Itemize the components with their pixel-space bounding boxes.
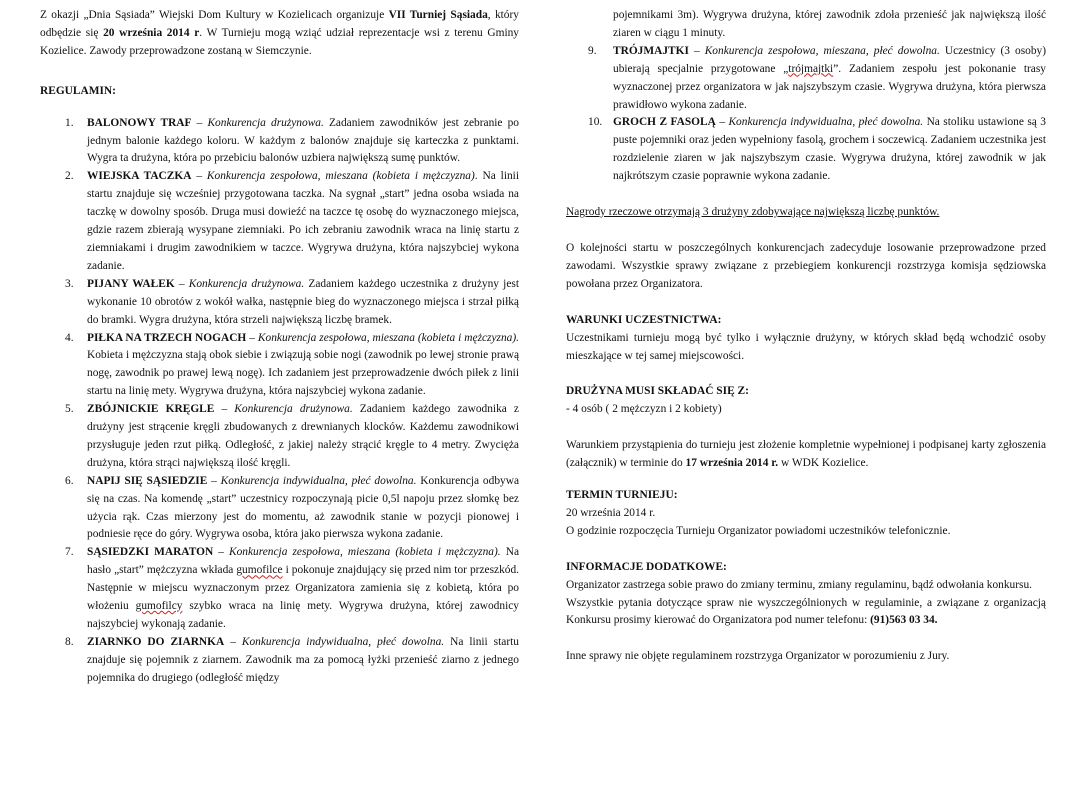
conditions-text: Uczestnikami turnieju mogą być tylko i wyłącznie drużyny, w których skład będą wchodzić osoby mieszkające w tej samej miejscowości. xyxy=(566,331,1046,362)
rule-item-continued xyxy=(566,7,1046,43)
rule-text: Na stoliku ustawione są 3 puste pojemniki oraz jeden wypełniony fasolą, grochem i soczewicą. Zadaniem uczestnika jest rozdzielenie ziaren w jak najszybszym czasie. Wygrywa drużyna, której zawodnik w jak najkrótszym czasie poprawnie wykona zadanie. xyxy=(613,116,1046,183)
rule-title: NAPIJ SIĘ SĄSIEDZIE xyxy=(87,474,208,487)
term-date: 20 września 2014 r. xyxy=(566,506,656,519)
conditions-title: WARUNKI UCZESTNICTWA: xyxy=(566,313,722,326)
event-name: VII Turniej Sąsiada xyxy=(388,9,488,21)
intro-text: . W Turnieju mogą wziąć udział reprezentacje wsi z terenu Gminy Kozielice. Zawody przeprowadzone zostaną w Siemczynie. xyxy=(40,26,519,57)
team-text: - 4 osób ( 2 mężczyzn i 2 kobiety) xyxy=(566,403,722,416)
rule-title: ZBÓJNICKIE KRĘGLE xyxy=(87,403,215,416)
rule-item xyxy=(566,43,1046,115)
rules-list-continued xyxy=(566,7,1046,186)
rule-item xyxy=(40,330,519,402)
rule-sep: – xyxy=(174,277,189,290)
rule-item xyxy=(40,473,519,545)
rule-item xyxy=(40,115,519,169)
rule-item xyxy=(566,114,1046,186)
rule-type: Konkurencja zespołowa, mieszana (kobieta i mężczyzna). xyxy=(229,546,501,559)
rule-text: pojemnikami 3m). Wygrywa drużyna, której zawodnik zdoła przenieść jak największą ilość ziaren w ciągu 1 minuty. xyxy=(613,9,1046,39)
rule-text: i pokonuje znajdujący się przed nim tor przeszkód. Następnie w miejscu wyznaczonym przez Organizatora zamienia się z kobietą, która po włożeniu xyxy=(87,564,519,613)
rule-type: Konkurencja indywidualna, płeć dowolna. xyxy=(728,116,924,129)
rule-number: 3. xyxy=(65,277,74,290)
rule-text: . Na linii startu znajduje się wcześniej przygotowana taczka. Na sygnał „start” jedna osoba wsiada na taczkę w dowolny sposób. Druga musi dowieźć na taczce tę osobę do wyznaczonego miejsca, gdzie razem zbierają wysypane ziemniaki. Po ich zebraniu zawodnik wraca na linię startu z ziemniakami i drugim zawodnikiem w taczce. Wygrywa drużyna, która najszybciej wykona zadanie. xyxy=(87,170,520,272)
rule-number: 4. xyxy=(65,331,74,344)
phone-number: (91)563 03 34. xyxy=(870,614,938,627)
term-text: O godzinie rozpoczęcia Turnieju Organizator powiadomi uczestników telefonicznie. xyxy=(566,524,951,537)
rule-sep: – xyxy=(214,403,235,416)
rule-text: szybko wraca na linię mety. Wygrywa drużyna, której zawodnicy najszybciej wykonają zadanie. xyxy=(87,600,519,630)
rule-title: SĄSIEDZKI MARATON xyxy=(87,546,214,559)
rule-type: Konkurencja drużynowa. xyxy=(188,277,305,290)
rule-number: 9. xyxy=(588,44,597,57)
rule-text: Kobieta i mężczyzna stają obok siebie i związują sobie nogi (zawodnik po lewej stronie prawą nogę, zawodnik po prawej lewą nogę). Ich zadaniem jest przeprowadzenie dwóch piłek z linii startu na linię mety. Wygrywa drużyna, która najszybciej wykona zadanie. xyxy=(87,349,519,398)
rule-number: 1. xyxy=(65,116,74,129)
rule-text: Na hasło „start” mężczyzna wkłada xyxy=(87,546,520,577)
rule-number: 8. xyxy=(65,635,74,648)
rule-item xyxy=(40,544,519,634)
rule-number: 6. xyxy=(65,474,74,487)
rule-text: Zadaniem każdego zawodnika z drużyny jest strącenie kręgli zbudowanych z drewnianych klocków. Każdemu zawodnikowi przysługuje jeden rzut piłką. Odległość, z jakiej należy strącić kręgle to 4 metry. Zwycięża drużyna, która strąci największą ilość kręgli. xyxy=(87,403,519,469)
term-title: TERMIN TURNIEJU: xyxy=(566,489,678,502)
rule-type: Konkurencja drużynowa. xyxy=(207,116,324,129)
right-column xyxy=(566,7,1046,666)
rule-item xyxy=(40,401,519,473)
rule-text: Zadaniem każdego uczestnika z drużyny jest wykonanie 10 obrotów z wokół wałka, następnie bieg do wyznaczonego miejsca i strzał piłką do bramki. Wygra drużyna, która strzeli największą liczbę bramek. xyxy=(87,277,519,326)
info-text-2 xyxy=(566,595,1046,631)
rule-text: Konkurencja odbywa się na czas. Na komendę „start” uczestnicy rozpoczynają picie 0,5l napoju przez słomkę bez użycia rąk. Czas mierzony jest do momentu, aż zawodnik stanie w pozycji pionowej i podniesie ręce do góry. Wygrywa osoba, która jako pierwsza wykona zadanie. xyxy=(87,474,519,541)
rule-type: Konkurencja drużynowa. xyxy=(234,403,353,416)
rule-type: Konkurencja indywidualna, płeć dowolna. xyxy=(220,474,417,487)
left-column xyxy=(40,7,519,688)
application-note xyxy=(566,437,1046,473)
order-note: O kolejności startu w poszczególnych konkurencjach zadecyduje losowanie przeprowadzone przed zawodami. Wszystkie sprawy związane z przebiegiem konkurencji rozstrzyga komisja sędziowska powołana przez Organizatora. xyxy=(566,241,1046,290)
rule-number: 10. xyxy=(588,116,603,129)
rule-title: TRÓJMAJTKI xyxy=(613,44,689,57)
rule-title: ZIARNKO DO ZIARNKA xyxy=(87,635,225,648)
jury-note: Inne sprawy nie objęte regulaminem rozstrzyga Organizator w porozumieniu z Jury. xyxy=(566,650,950,663)
rule-text: ”. Zadaniem zespołu jest pokonanie trasy wyznaczonej przez organizatora w jak najszybszym czasie. Wygrywa drużyna, która pierwsza prawidłowo wykona zadanie. xyxy=(613,62,1046,111)
rule-sep: – xyxy=(688,44,705,57)
info-title: INFORMACJE DODATKOWE: xyxy=(566,560,727,573)
rule-number: 7. xyxy=(65,546,74,559)
rule-sep: – xyxy=(715,116,729,129)
event-date: 20 września 2014 r xyxy=(103,26,200,39)
regulamin-heading: REGULAMIN: xyxy=(40,84,116,97)
rule-number: 5. xyxy=(65,403,74,416)
rule-type: Konkurencja zespołowa, mieszana (kobieta i mężczyzna) xyxy=(206,170,475,183)
rule-sep: – xyxy=(213,546,229,559)
rule-sep: – xyxy=(224,635,242,648)
rule-title: BALONOWY TRAF xyxy=(87,116,192,129)
rule-sep: – xyxy=(191,116,208,129)
team-title: DRUŻYNA MUSI SKŁADAĆ SIĘ Z: xyxy=(566,385,749,398)
rules-list xyxy=(40,115,519,688)
application-text: Warunkiem przystąpienia do turnieju jest złożenie kompletnie wypełnionej i podpisanej karty zgłoszenia (załącznik) w terminie do xyxy=(566,439,1046,470)
rule-title: PIJANY WAŁEK xyxy=(87,277,175,290)
rule-text: Na linii startu znajduje się pojemnik z ziarnem. Zawodnik ma za pomocą łyżki przenieść ziarno z jednego pojemnika do drugiego (odległość między xyxy=(87,635,519,684)
spellcheck-word: trójmajtki xyxy=(788,62,834,75)
rule-title: GROCH Z FASOLĄ xyxy=(613,116,716,129)
rule-type: Konkurencja zespołowa, mieszana (kobieta i mężczyzna). xyxy=(257,331,520,344)
intro-paragraph xyxy=(40,7,519,61)
rule-sep: – xyxy=(246,331,258,344)
rule-item xyxy=(40,276,519,330)
rule-number: 2. xyxy=(65,170,74,183)
rule-item xyxy=(40,168,519,275)
application-deadline: 17 września 2014 r. xyxy=(685,457,779,470)
intro-text: , który odbędzie się xyxy=(40,9,519,39)
rule-item xyxy=(40,634,519,688)
rule-text: Uczestnicy (3 osoby) ubierają specjalnie przygotowane „ xyxy=(613,44,1047,75)
rule-sep: – xyxy=(207,474,221,487)
application-text: w WDK Kozielice. xyxy=(778,457,869,470)
rule-title: PIŁKA NA TRZECH NOGACH xyxy=(87,331,247,344)
spellcheck-word: gumofilce xyxy=(236,564,283,577)
spellcheck-word: gumofilcy xyxy=(135,600,183,613)
rule-type: Konkurencja indywidualna, płeć dowolna. xyxy=(241,635,445,648)
rule-type: Konkurencja zespołowa, mieszana, płeć dowolna. xyxy=(704,44,940,57)
info-text: Wszystkie pytania dotyczące spraw nie wyszczególnionych w regulaminie, a związane z organizacją Konkursu prosimy kierować do Organizatora pod numer telefonu: xyxy=(566,596,1046,627)
rule-title: WIEJSKA TACZKA xyxy=(87,170,192,183)
rule-text: Zadaniem zawodników jest zebranie po jednym balonie każdego koloru. W każdym z balonów znajduje się karteczka z punktami. Wygra ta drużyna, która po przebiciu balonów uzbiera największą sumę punktów. xyxy=(87,116,520,165)
intro-text: Z okazji „Dnia Sąsiada” Wiejski Dom Kultury w Kozielicach organizuje xyxy=(40,9,389,21)
rule-sep: – xyxy=(191,170,207,183)
info-text-1: Organizator zastrzega sobie prawo do zmiany terminu, zmiany regulaminu, bądź odwołania konkursu. xyxy=(566,578,1033,591)
prizes-note: Nagrody rzeczowe otrzymają 3 drużyny zdobywające największą liczbę punktów. xyxy=(566,206,940,219)
